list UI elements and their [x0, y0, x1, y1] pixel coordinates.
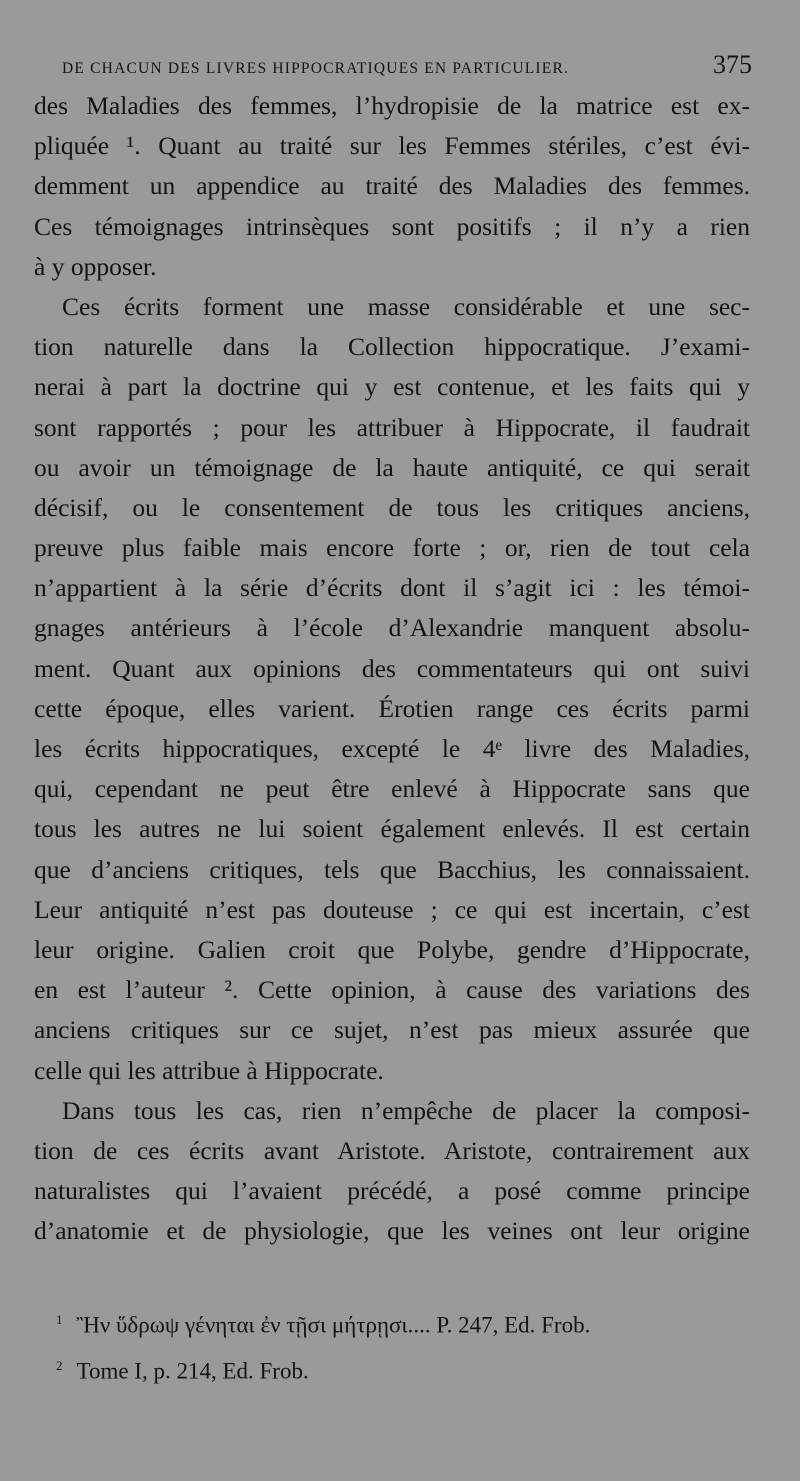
text-line: preuve plus faible mais encore forte ; or, rien de tout cela	[34, 533, 750, 563]
text-line: ou avoir un témoignage de la haute antiquité, ce qui serait	[34, 452, 750, 482]
text-line: en est l’auteur ². Cette opinion, à cause des variations des	[34, 975, 750, 1005]
footnote	[56, 1346, 716, 1392]
text-line: Dans tous les cas, rien n’empêche de placer la composi-	[62, 1095, 750, 1125]
body-text	[34, 86, 750, 1251]
text-line: que d’anciens critiques, tels que Bacchius, les connaissaient.	[34, 854, 750, 884]
text-line: sont rapportés ; pour les attribuer à Hippocrate, il faudrait	[34, 412, 750, 442]
text-line: tous les autres ne lui soient également enlevés. Il est certain	[34, 814, 750, 844]
text-line: ment. Quant aux opinions des commentateurs qui ont suivi	[34, 653, 750, 683]
text-line: n’appartient à la série d’écrits dont il s’agit ici : les témoi-	[34, 573, 750, 603]
text-line: Leur antiquité n’est pas douteuse ; ce qui est incertain, c’est	[34, 894, 750, 924]
text-line: tion de ces écrits avant Aristote. Aristote, contrairement aux	[34, 1135, 750, 1165]
page-header	[62, 50, 752, 86]
text-line: celle qui les attribue à Hippocrate.	[34, 1055, 384, 1085]
text-line: des Maladies des femmes, l’hydropisie de la matrice est ex-	[34, 91, 750, 120]
text-line: nerai à part la doctrine qui y est contenue, et les faits qui y	[34, 372, 750, 402]
footnotes	[56, 1300, 716, 1391]
text-line: les écrits hippocratiques, excepté le 4ᵉ livre des Maladies,	[34, 734, 750, 763]
text-line: anciens critiques sur ce sujet, n’est pas mieux assurée que	[34, 1015, 750, 1045]
footnote	[56, 1300, 716, 1346]
footnote-text: Tome I, p. 214, Ed. Frob.	[76, 1358, 309, 1384]
text-line: pliquée ¹. Quant au traité sur les Femmes stériles, c’est évi-	[34, 131, 750, 161]
text-line: tion naturelle dans la Collection hippocratique. J’exami-	[34, 332, 750, 362]
text-line: Ces écrits forment une masse considérable et une sec-	[62, 291, 750, 321]
text-line: gnages antérieurs à l’école d’Alexandrie manquent absolu-	[34, 613, 750, 643]
text-line: d’anatomie et de physiologie, que les veines ont leur origine	[34, 1216, 750, 1246]
text-line: qui, cependant ne peut être enlevé à Hippocrate sans que	[34, 774, 750, 804]
running-title: DE CHACUN DES LIVRES HIPPOCRATIQUES EN PARTICULIER.	[62, 60, 570, 77]
page-number: 375	[713, 50, 752, 79]
text-line: Ces témoignages intrinsèques sont positifs ; il n’y a rien	[34, 211, 750, 241]
text-line: cette époque, elles varient. Érotien range ces écrits parmi	[34, 693, 750, 723]
footnote-mark: 2	[56, 1357, 63, 1373]
text-line: naturalistes qui l’avaient précédé, a posé comme principe	[34, 1176, 750, 1206]
text-line: décisif, ou le consentement de tous les critiques anciens,	[34, 492, 750, 522]
footnote-mark: 1	[56, 1312, 63, 1327]
text-line: à y opposer.	[34, 251, 157, 281]
text-line: demment un appendice au traité des Maladies des femmes.	[34, 171, 750, 201]
text-line: leur origine. Galien croit que Polybe, gendre d’Hippocrate,	[34, 934, 750, 964]
footnote-text: Ἢν ὕδρωψ γένηται ἐν τῇσι μήτρῃσι.... P. 247, Ed. Frob.	[76, 1312, 591, 1338]
